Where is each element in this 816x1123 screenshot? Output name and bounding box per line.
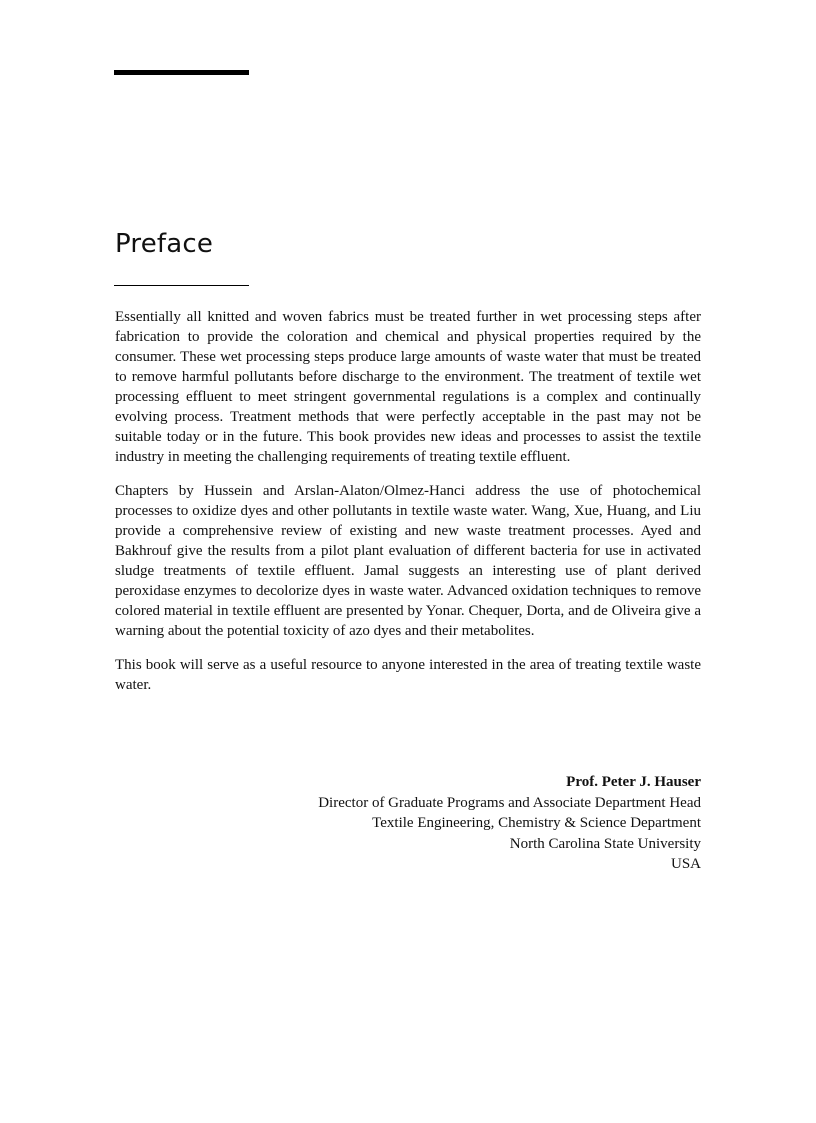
signature-block bbox=[201, 772, 701, 875]
paragraph-2: Chapters by Hussein and Arslan-Alaton/Olmez-Hanci address the use of photochemical processes to oxidize dyes and other pollutants in textile waste water. Wang, Xue, Huang, and Liu provide a comprehensive review of existing and new waste treatment processes. Ayed and Bakhrouf give the results from a pilot plant evaluation of different bacteria for use in activated sludge treatments of textile effluent. Jamal suggests an interesting use of plant derived peroxidase enzymes to decolorize dyes in waste water. Advanced oxidation techniques to remove colored material in textile effluent are presented by Yonar. Chequer, Dorta, and de Oliveira give a warning about the potential toxicity of azo dyes and their metabolites. bbox=[115, 483, 701, 639]
author-university: North Carolina State University bbox=[509, 835, 701, 852]
paragraph-1: Essentially all knitted and woven fabrics must be treated further in wet processing steps after fabrication to provide the coloration and chemical and physical properties required by the consumer. These wet processing steps produce large amounts of waste water that must be treated to remove harmful pollutants before discharge to the environment. The treatment of textile wet processing effluent to meet stringent governmental regulations is a complex and continually evolving process. Treatment methods that were perfectly acceptable in the past may not be suitable today or in the future. This book provides new ideas and processes to assist the textile industry in meeting the challenging requirements of treating textile effluent. bbox=[115, 309, 701, 465]
title-underline-rule bbox=[114, 285, 249, 286]
page-title: Preface bbox=[115, 229, 214, 259]
author-department: Textile Engineering, Chemistry & Science Department bbox=[372, 815, 701, 831]
author-title: Director of Graduate Programs and Associate Department Head bbox=[318, 794, 701, 811]
author-name: Prof. Peter J. Hauser bbox=[566, 774, 701, 790]
preface-body bbox=[115, 307, 701, 709]
top-decorative-rule bbox=[114, 70, 249, 75]
paragraph-3: This book will serve as a useful resource to anyone interested in the area of treating textile waste water. bbox=[115, 657, 701, 693]
author-country: USA bbox=[670, 856, 701, 872]
